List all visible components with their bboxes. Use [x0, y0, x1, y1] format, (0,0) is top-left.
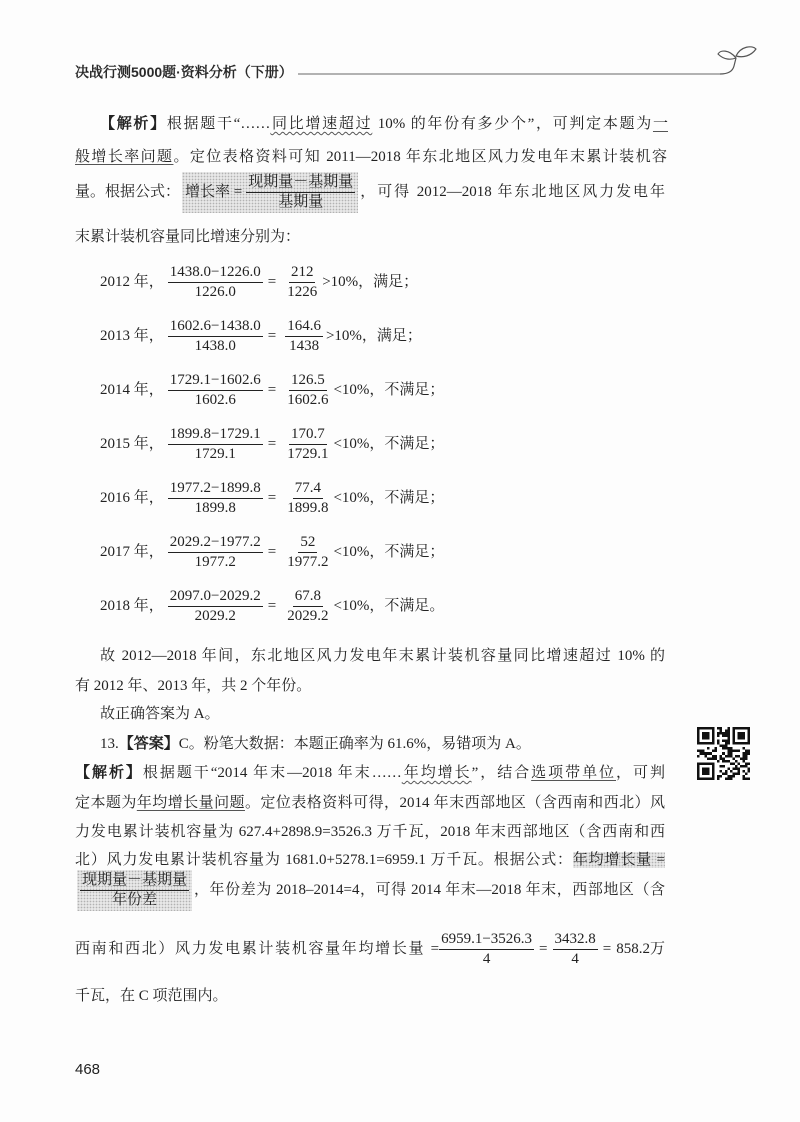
analysis-text: 。定位表格资料可得，2014 年末西部地区（含西南和西北）风 — [244, 795, 665, 811]
simplified-fraction — [285, 587, 330, 626]
problem-type-underline: 一 — [652, 116, 668, 132]
fraction-denominator: 1977.2 — [194, 553, 236, 570]
qr-module — [732, 762, 735, 765]
verdict: ，不满足。 — [369, 598, 445, 614]
qr-module — [702, 767, 710, 775]
qr-module — [727, 742, 730, 745]
qr-module — [702, 752, 705, 755]
qr-module — [742, 775, 745, 778]
qr-module — [735, 765, 738, 768]
qr-module — [720, 732, 723, 735]
qr-module — [720, 770, 723, 773]
qr-module — [717, 775, 720, 778]
row-year: 2014 年， — [100, 382, 164, 398]
qr-module — [720, 765, 723, 768]
qr-module — [727, 777, 730, 780]
qr-module — [707, 752, 710, 755]
fraction-numerator: 2097.0−2029.2 — [168, 587, 263, 607]
analysis-text: ，可判 — [616, 765, 665, 781]
growth-fraction — [168, 263, 263, 302]
fraction-denominator: 年份差 — [112, 891, 158, 908]
row-year: 2012 年， — [100, 274, 164, 290]
qr-module — [745, 762, 748, 765]
qr-module — [722, 732, 725, 735]
row-year: 2015 年， — [100, 436, 164, 452]
qr-module — [722, 745, 725, 748]
analysis-text: ，可得 2012—2018 年东北地区风力发电年 — [360, 184, 665, 200]
fraction-numerator: 77.4 — [293, 479, 323, 499]
keyword-underline: 同比增速超过 — [270, 116, 373, 132]
qr-module — [730, 755, 733, 758]
equals-sign: = — [267, 382, 277, 398]
qr-module — [725, 742, 728, 745]
qr-module — [745, 772, 748, 775]
q13-analysis-line-4 — [75, 850, 665, 870]
equals-sign: = — [539, 941, 548, 957]
q13-analysis-line-7: 千瓦，在 C 项范围内。 — [75, 988, 228, 1004]
growth-rate-row — [100, 525, 600, 579]
fraction-denominator: 1602.6 — [287, 391, 329, 408]
growth-fraction — [168, 317, 263, 356]
q13-analysis-line-3: 力发电累计装机容量为 627.4+2898.9=3526.3 万千瓦，2018 年末西部地区（含西南和西 — [75, 824, 665, 840]
header-rule — [296, 44, 762, 80]
qr-module — [742, 777, 745, 780]
qr-module — [702, 750, 705, 753]
calc-fraction — [553, 930, 598, 969]
qr-module — [737, 750, 740, 753]
qr-module — [705, 755, 708, 758]
qr-module — [742, 765, 745, 768]
fraction-numerator: 1899.8−1729.1 — [168, 425, 263, 445]
analysis-text: ，年份差为 2018–2014=4，可得 2014 年末—2018 年末，西部地区（含 — [194, 882, 665, 898]
fraction-numerator: 1977.2−1899.8 — [168, 479, 263, 499]
qr-module — [700, 752, 703, 755]
q13-analysis-line-1 — [75, 763, 665, 783]
qr-module — [727, 755, 730, 758]
qr-module — [737, 770, 740, 773]
qr-module — [705, 752, 708, 755]
qr-module — [747, 762, 750, 765]
qr-module — [727, 775, 730, 778]
fraction-numerator: 1602.6−1438.0 — [168, 317, 263, 337]
qr-module — [707, 757, 710, 760]
qr-module — [747, 752, 750, 755]
equals-sign: = — [602, 941, 612, 957]
growth-rate-formula — [182, 172, 358, 213]
growth-fraction — [168, 479, 263, 518]
q13-analysis-line-6 — [75, 927, 665, 971]
verdict: ，满足； — [358, 274, 419, 290]
row-year: 2018 年， — [100, 598, 164, 614]
fraction-numerator: 126.5 — [289, 371, 327, 391]
sprout-icon — [718, 47, 756, 74]
hint-underline: 选项带单位 — [531, 765, 617, 781]
qr-module — [710, 752, 713, 755]
row-year: 2016 年， — [100, 490, 164, 506]
qr-module — [720, 755, 723, 758]
qr-module — [727, 760, 730, 763]
qr-module — [717, 727, 720, 730]
q12-conclusion-line-1: 故 2012—2018 年间，东北地区风力发电年末累计装机容量同比增速超过 10% 的 — [100, 648, 665, 664]
qr-module — [722, 757, 725, 760]
analysis-text: ”，结合 — [471, 765, 532, 781]
comparison: <10% — [333, 382, 370, 398]
qr-module — [742, 752, 745, 755]
qr-module — [735, 772, 738, 775]
qr-module — [697, 755, 700, 758]
qr-module — [717, 760, 720, 763]
qr-module — [747, 777, 750, 780]
q12-analysis-line-4: 末累计装机容量同比增速分别为： — [75, 229, 301, 245]
qr-module — [722, 747, 725, 750]
fraction-denominator: 1899.8 — [194, 499, 236, 516]
qr-module — [730, 777, 733, 780]
fraction-denominator: 1729.1 — [287, 445, 329, 462]
qr-module — [747, 750, 750, 753]
fraction-denominator: 1602.6 — [194, 391, 236, 408]
qr-module — [725, 772, 728, 775]
qr-module — [730, 775, 733, 778]
qr-module — [717, 777, 720, 780]
fraction-numerator: 170.7 — [289, 425, 327, 445]
comparison: <10% — [333, 490, 370, 506]
qr-module — [722, 735, 725, 738]
qr-module — [730, 752, 733, 755]
comparison: <10% — [333, 436, 370, 452]
q13-answer-line — [100, 734, 531, 754]
comparison: <10% — [333, 544, 370, 560]
qr-module — [727, 735, 730, 738]
qr-module — [747, 770, 750, 773]
qr-module — [700, 750, 703, 753]
simplified-fraction — [285, 371, 330, 410]
qr-module — [725, 760, 728, 763]
qr-module — [712, 755, 715, 758]
qr-module — [720, 757, 723, 760]
fraction-denominator: 2029.2 — [287, 607, 329, 624]
qr-module — [747, 767, 750, 770]
qr-module — [730, 762, 733, 765]
growth-fraction — [168, 533, 263, 572]
comparison: >10% — [322, 274, 359, 290]
growth-rate-list — [100, 255, 600, 633]
simplified-fraction — [285, 533, 330, 572]
qr-module — [732, 750, 735, 753]
qr-module — [715, 757, 718, 760]
fraction-numerator: 52 — [298, 533, 317, 553]
qr-module — [725, 755, 728, 758]
qr-module — [737, 772, 740, 775]
simplified-fraction — [285, 317, 323, 356]
qr-module — [727, 767, 730, 770]
analysis-text: 根据题干“…… — [166, 116, 271, 132]
qr-module — [727, 747, 730, 750]
qr-module — [720, 730, 723, 733]
qr-module — [720, 727, 723, 730]
verdict: ，不满足； — [369, 490, 445, 506]
fraction-denominator: 1977.2 — [287, 553, 329, 570]
qr-module — [730, 747, 733, 750]
qr-module — [722, 760, 725, 763]
q13-analysis-line-2 — [75, 793, 665, 813]
analysis-text: 定本题为 — [75, 795, 137, 811]
simplified-fraction — [285, 263, 319, 302]
qr-module — [727, 727, 730, 730]
qr-module — [737, 732, 745, 740]
qr-code — [697, 727, 750, 780]
calc-fraction — [439, 930, 534, 969]
answer-label: 【答案】 — [118, 736, 179, 752]
fraction-numerator: 6959.1−3526.3 — [439, 930, 534, 950]
equals-sign: = — [267, 274, 277, 290]
analysis-label: 【解析】 — [100, 116, 167, 132]
qr-module — [722, 772, 725, 775]
analysis-text: 。定位表格资料可知 2011—2018 年东北地区风力发电年末累计装机容 — [173, 149, 667, 165]
qr-module — [732, 772, 735, 775]
qr-module — [725, 777, 728, 780]
qr-module — [745, 757, 748, 760]
qr-module — [717, 732, 720, 735]
fraction-numerator: 现期量－基期量 — [80, 871, 189, 891]
qr-module — [727, 732, 730, 735]
verdict: ，不满足； — [369, 382, 445, 398]
analysis-text: 根据题干“2014 年末—2018 年末…… — [142, 765, 402, 781]
qr-module — [720, 745, 723, 748]
qr-module — [702, 732, 710, 740]
growth-fraction — [168, 587, 263, 626]
qr-module — [712, 757, 715, 760]
fraction-denominator: 基期量 — [278, 193, 324, 210]
problem-type-underline: 年均增长量问题 — [136, 795, 245, 811]
qr-module — [745, 765, 748, 768]
growth-fraction — [168, 425, 263, 464]
q12-analysis-line-3 — [75, 170, 665, 214]
running-header-title: 决战行测5000题·资料分析（下册） — [75, 64, 293, 80]
qr-module — [720, 775, 723, 778]
qr-module — [722, 752, 725, 755]
qr-module — [742, 747, 745, 750]
fraction-denominator: 2029.2 — [194, 607, 236, 624]
fraction-denominator: 1226.0 — [194, 283, 236, 300]
fraction-numerator: 2029.2−1977.2 — [168, 533, 263, 553]
formula-fraction — [246, 173, 355, 212]
qr-module — [727, 750, 730, 753]
formula-lhs: 增长率 = — [185, 184, 243, 200]
simplified-fraction — [285, 479, 330, 518]
q12-analysis-line-1 — [100, 114, 668, 134]
qr-module — [735, 750, 738, 753]
fraction-numerator: 3432.8 — [553, 930, 598, 950]
qr-module — [745, 777, 748, 780]
row-year: 2013 年， — [100, 328, 164, 344]
q13-analysis-line-5 — [75, 868, 665, 912]
growth-rate-row — [100, 255, 600, 309]
verdict: ，不满足； — [369, 544, 445, 560]
qr-module — [717, 742, 720, 745]
qr-module — [715, 755, 718, 758]
verdict: ，满足； — [361, 328, 422, 344]
qr-module — [737, 755, 740, 758]
qr-module — [725, 732, 728, 735]
qr-module — [722, 765, 725, 768]
row-year: 2017 年， — [100, 544, 164, 560]
qr-module — [727, 737, 730, 740]
fraction-denominator: 4 — [482, 950, 491, 967]
qr-module — [732, 775, 735, 778]
equals-sign: = — [267, 328, 277, 344]
question-number: 13. — [100, 736, 119, 752]
qr-module — [740, 757, 743, 760]
qr-module — [730, 770, 733, 773]
analysis-text: 量。根据公式： — [75, 184, 181, 200]
qr-module — [735, 767, 738, 770]
qr-module — [735, 760, 738, 763]
equals-sign: = — [267, 544, 277, 560]
qr-module — [697, 750, 700, 753]
equals-sign: = — [267, 598, 277, 614]
page-number: 468 — [75, 1061, 101, 1078]
qr-module — [727, 752, 730, 755]
qr-module — [745, 750, 748, 753]
qr-module — [725, 740, 728, 743]
growth-rate-row — [100, 309, 600, 363]
qr-module — [715, 750, 718, 753]
qr-module — [707, 747, 710, 750]
growth-rate-row — [100, 417, 600, 471]
equals-sign: = — [267, 490, 277, 506]
qr-module — [740, 765, 743, 768]
formula-fraction — [80, 871, 189, 910]
fraction-denominator: 4 — [571, 950, 579, 967]
q12-answer: 故正确答案为 A。 — [100, 706, 220, 722]
fraction-denominator: 1438.0 — [194, 337, 236, 354]
comparison: <10% — [333, 598, 370, 614]
qr-module — [730, 750, 733, 753]
qr-module — [732, 757, 735, 760]
growth-rate-row — [100, 579, 600, 633]
q12-analysis-line-2 — [75, 147, 667, 167]
qr-module — [737, 762, 740, 765]
keyword-underline: 年均增长 — [401, 765, 472, 781]
qr-module — [735, 755, 738, 758]
qr-module — [742, 770, 745, 773]
analysis-text: 10% 的年份有多少个”，可判定本题为 — [372, 116, 653, 132]
analysis-text: 西南和西北）风力发电累计装机容量年均增长量 = — [75, 941, 440, 957]
qr-module — [742, 760, 745, 763]
qr-module — [745, 755, 748, 758]
qr-module — [742, 755, 745, 758]
analysis-text: 北）风力发电累计装机容量为 1681.0+5278.1=6959.1 万千瓦。根据公式： — [75, 852, 573, 868]
verdict: ，不满足； — [369, 436, 445, 452]
qr-module — [725, 770, 728, 773]
fraction-denominator: 1729.1 — [194, 445, 236, 462]
calc-result: 858.2万 — [616, 941, 665, 957]
qr-module — [727, 740, 730, 743]
average-growth-formula — [77, 870, 192, 911]
fraction-denominator: 1899.8 — [287, 499, 329, 516]
fraction-numerator: 1729.1−1602.6 — [168, 371, 263, 391]
qr-module — [717, 735, 720, 738]
comparison: >10% — [325, 328, 362, 344]
qr-module — [742, 757, 745, 760]
analysis-label: 【解析】 — [75, 765, 143, 781]
qr-module — [725, 730, 728, 733]
qr-module — [715, 747, 718, 750]
fraction-numerator: 1438.0−1226.0 — [168, 263, 263, 283]
qr-module — [717, 740, 720, 743]
fraction-numerator: 现期量－基期量 — [246, 173, 355, 193]
qr-module — [725, 747, 728, 750]
qr-module — [732, 767, 735, 770]
answer-text: C。粉笔大数据：本题正确率为 61.6%，易错项为 A。 — [178, 736, 531, 752]
qr-module — [712, 750, 715, 753]
problem-type-underline: 般增长率问题 — [75, 149, 174, 165]
fraction-numerator: 164.6 — [285, 317, 323, 337]
qr-module — [725, 735, 728, 738]
qr-module — [727, 730, 730, 733]
qr-module — [737, 767, 740, 770]
fraction-denominator: 1438 — [289, 337, 320, 354]
fraction-numerator: 212 — [289, 263, 316, 283]
growth-rate-row — [100, 471, 600, 525]
growth-fraction — [168, 371, 263, 410]
simplified-fraction — [285, 425, 330, 464]
fraction-numerator: 67.8 — [293, 587, 323, 607]
equals-sign: = — [267, 436, 277, 452]
q12-conclusion-line-2: 有 2012 年、2013 年，共 2 个年份。 — [75, 678, 312, 694]
qr-module — [725, 745, 728, 748]
qr-module — [722, 740, 725, 743]
fraction-denominator: 1226 — [287, 283, 318, 300]
qr-module — [710, 757, 713, 760]
growth-rate-row — [100, 363, 600, 417]
qr-module — [745, 752, 748, 755]
formula-lhs: 年均增长量 = — [572, 852, 665, 868]
